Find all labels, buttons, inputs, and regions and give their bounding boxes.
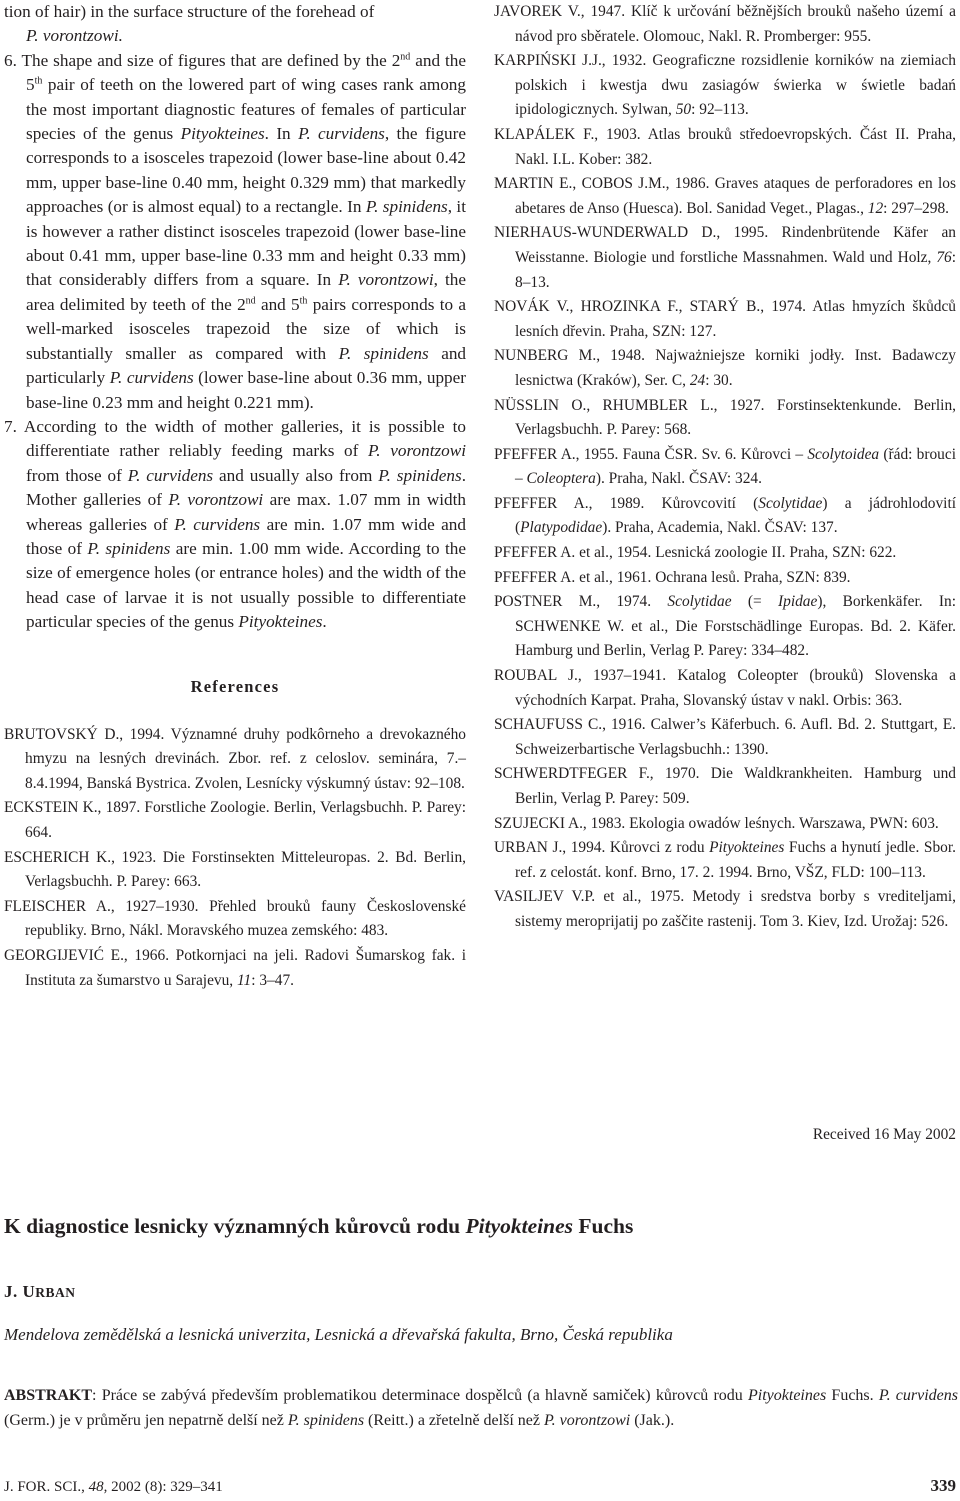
reference-item: NOVÁK V., HROZINKA F., STARÝ B., 1974. Atlas hmyzích škůdců lesních dřevin. Praha, SZN: 127.: [494, 298, 956, 340]
reference-item: SCHWERDTFEGER F., 1970. Die Waldkrankheiten. Hamburg und Berlin, Verlag P. Parey: 509.: [494, 765, 956, 807]
references-heading: References: [190, 676, 280, 696]
reference-item: SZUJECKI A., 1983. Ekologia owadów leśnych. Warszawa, PWN: 603.: [494, 814, 939, 832]
page-number: 339: [930, 1476, 956, 1495]
reference-item: KARPIŃSKI J.J., 1932. Geograficzne rozsidlenie korników na ziemiach polskich i kwestja dwu zasiagów świerka w świetle badań ipidologicznych. Sylwan, 50: 92–113.: [494, 52, 956, 119]
reference-item: FLEISCHER A., 1927–1930. Přehled brouků fauny Československé republiky. Brno, Nákl. Moravského muzea zemského: 483.: [4, 897, 466, 940]
reference-item: PFEFFER A. et al., 1954. Lesnická zoologie II. Praha, SZN: 622.: [494, 544, 897, 562]
reference-item: NÜSSLIN O., RHUMBLER L., 1927. Forstinsektenkunde. Berlin, Verlagsbuchh. P. Parey: 568.: [494, 396, 956, 439]
reference-item: SCHAUFUSS C., 1916. Calwer’s Käferbuch. 6. Aufl. Bd. 2. Stuttgart, E. Schweizerbartische Verlagsbuchh.: 1390.: [494, 716, 956, 758]
text-line: tion of hair) in the surface structure of the forehead of: [4, 2, 375, 21]
reference-item: POSTNER M., 1974. Scolytidae (= Ipidae), Borkenkäfer. In: SCHWENKE W. et al., Die Forstschädlinge Europas. Bd. 2. Käfer. Hamburg und Berlin, Verlag P. Parey: 334–482.: [494, 593, 956, 660]
abstract: ABSTRAKT: Práce se zabývá především problematikou determinace dospělců (a hlavně samiček) kůrovců rodu Pityokteines Fuchs. P. curvidens (Germ.) je v průměru jen nepatrně delší než P. spinidens (Reitt.) a zřetelně delší než P. vorontzowi (Jak.).: [4, 1387, 958, 1429]
left-column: [4, 0, 466, 993]
reference-item: VASILJEV V.P. et al., 1975. Metody i sredstva borby s vrediteljami, sistemy meroprijatij po zaščite rastenij. Tom 3. Kiev, Izd. Urožaj: 526.: [494, 888, 956, 930]
species-name: P. vorontzowi.: [26, 26, 123, 46]
reference-item: ECKSTEIN K., 1897. Forstliche Zoologie. Berlin, Verlagsbuchh. P. Parey: 664.: [4, 799, 466, 841]
author-name: J. URBAN: [4, 1282, 76, 1301]
journal-citation: J. FOR. SCI., 48, 2002 (8): 329–341: [4, 1479, 223, 1495]
right-column: [494, 0, 956, 935]
list-item-7: 7. According to the width of mother galleries, it is possible to differentiate rather reliably feeding marks of P. vorontzowi from those of P. curvidens and usually also from P. spinidens. Mother galleries of P. vorontzowi are max. 1.07 mm in width whereas galleries of P. curvidens are min. 1.07 mm wide and those of P. spinidens are min. 1.00 mm wide. According to the size of emergence holes (or entrance holes) and the width of the head case of larvae it is not usually possible to differentiate particular species of the genus Pityokteines.: [4, 416, 467, 632]
reference-item: PFEFFER A., 1989. Kůrovcovití (Scolytidae) a jádrohlodovití (Platypodidae). Praha, Academia, Nakl. ČSAV: 137.: [494, 494, 956, 537]
reference-item: PFEFFER A., 1955. Fauna ČSR. Sv. 6. Kůrovci – Scolytoidea (řád: brouci – Coleoptera). Praha, Nakl. ČSAV: 324.: [494, 445, 956, 488]
reference-item: KLAPÁLEK F., 1903. Atlas brouků středoevropských. Část II. Praha, Nakl. I.L. Kober: 382.: [494, 125, 956, 168]
reference-item: ESCHERICH K., 1923. Die Forstinsekten Mitteleuropas. 2. Bd. Berlin, Verlagsbuchh. P. Parey: 663.: [4, 848, 466, 891]
reference-item: MARTIN E., COBOS J.M., 1986. Graves ataques de perforadores en los abetares de Anso (Huesca). Bol. Sanidad Veget., Plagas., 12: 297–298.: [494, 175, 956, 217]
reference-item: JAVOREK V., 1947. Klíč k určování běžnějších brouků našeho území a návod pro sběratele. Olomouc, Nakl. R. Promberger: 955.: [494, 3, 956, 45]
reference-item: NUNBERG M., 1948. Najważniejsze korniki jodły. Inst. Badawczy lesnictwa (Kraków), Ser. C, 24: 30.: [494, 347, 956, 389]
genus-name: Pityokteines: [180, 124, 265, 144]
abstract-label: ABSTRAKT: [4, 1387, 93, 1404]
reference-item: URBAN J., 1994. Kůrovci z rodu Pityokteines Fuchs a hynutí jedle. Sbor. ref. z celostát. konf. Brno, 17. 2. 1994. Brno, VŠZ, FLD: 100–113.: [494, 839, 956, 881]
article-title: K diagnostice lesnicky významných kůrovců rodu Pityokteines Fuchs: [4, 1214, 634, 1238]
received-date: Received 16 May 2002: [812, 1126, 956, 1143]
reference-item: ROUBAL J., 1937–1941. Katalog Coleopter (brouků) Slovenska a východních Karpat. Praha, Slovanský ústav v nakl. Orbis: 363.: [494, 667, 956, 709]
reference-item: BRUTOVSKÝ D., 1994. Významné druhy podkôrneho a drevokazného hmyzu na lesných drevinách. Zbor. ref. z celoslov. seminára, 7.–8.4.1994, Banská Bystrica. Zvolen, Lesnícky výskumný ústav: 92–108.: [4, 725, 466, 792]
reference-item: PFEFFER A. et al., 1961. Ochrana lesů. Praha, SZN: 839.: [494, 568, 851, 586]
paragraph-continued: [4, 0, 466, 49]
list-item-6: 6. The shape and size of figures that are defined by the 2nd and the 5th pair of teeth on the lowered part of wing cases rank among the most important diagnostic features of females of particular species of the genus Pityokteines. In P. curvidens, the figure corresponds to a isosceles trapezoid (lower base-line about 0.42 mm, upper base-line 0.40 mm, height 0.329 mm) that markedly approaches (or is almost equal) to a rectangle. In P. spinidens, it is however a rather distinct isosceles trapezoid (lower base-line about 0.41 mm, upper base-line 0.33 mm and height 0.33 mm) that considerably differs from a square. In P. vorontzowi, the area delimited by teeth of the 2nd and 5th pairs corresponds to a well-marked isosceles trapezoid the size of which is substantially smaller as compared with P. spinidens and particularly P. curvidens (lower base-line about 0.36 mm, upper base-line 0.23 mm and height 0.221 mm).: [4, 50, 467, 412]
author-affiliation: Mendelova zemědělská a lesnická univerzita, Lesnická a dřevařská fakulta, Brno, Česká republika: [4, 1325, 673, 1344]
reference-item: GEORGIJEVIĆ E., 1966. Potkornjaci na jeli. Radovi Šumarskog fak. i Instituta za šumarstvo u Sarajevu, 11: 3–47.: [4, 946, 466, 989]
reference-item: NIERHAUS-WUNDERWALD D., 1995. Rindenbrütende Käfer an Weisstanne. Biologie und forstliche Massnahmen. Wald und Holz, 76: 8–13.: [494, 224, 956, 291]
